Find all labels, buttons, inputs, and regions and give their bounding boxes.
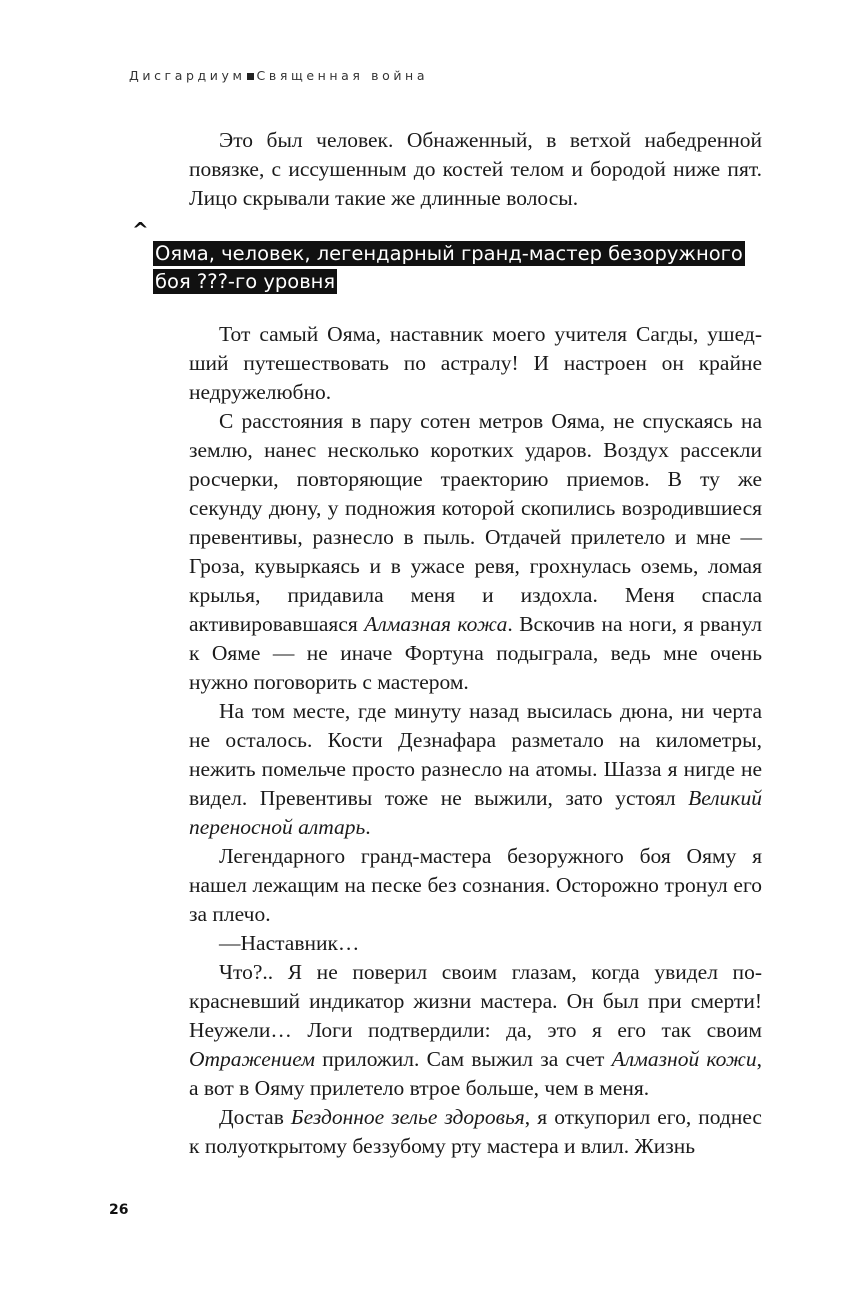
dialogue-line: —Наставник… <box>219 931 360 955</box>
italic-term: Бездонное зелье здоровья <box>290 1105 525 1129</box>
paragraph: С расстояния в пару сотен метров Ояма, не спускаясь на землю, нанес несколько коротких ударов. Воздух рассекли росчерки, повторяющие траекторию приемов. В ту же секунду дюну, у подножия которой скопились возродившиеся превентивы, разнесло в пыль. Отдачей прилетело и мне — Гроза, кувыркаясь и в ужасе ревя, грохнулась оземь, ломая крылья, придавила меня и издохла. Меня спасла активировавшаяся Алмазная кожа. Вскочив на ноги, я рванул к Ояме — не иначе Фортуна подыграла, ведь мне очень нужно поговорить с мастером. <box>189 409 762 694</box>
paragraph: Достав Бездонное зелье здоровья, я откупорил его, поднес к полуоткрытому беззубому рту мастера и влил. Жизнь <box>189 1105 762 1158</box>
italic-term: Алмазной кожи <box>611 1047 757 1071</box>
game-notification <box>153 240 753 296</box>
paragraph: Тот самый Ояма, наставник моего учителя Сагды, ушедший путешествовать по астралу! И настроен он крайне недружелюбно. <box>189 322 762 404</box>
caret-icon: ^ <box>132 218 149 242</box>
notification-text: Ояма, человек, легендарный гранд-мастер безоружного боя ???-го уровня <box>155 242 743 293</box>
paragraph: На том месте, где минуту назад высилась дюна, ни черта не осталось. Кости Дезнафара разметало на километры, нежить помельче просто разнесло на атомы. Шазза я нигде не видел. Превентивы тоже не выжили, зато устоял Великий переносной алтарь. <box>189 699 762 839</box>
header-separator-square <box>247 73 254 80</box>
italic-term: Великий переносной алтарь <box>189 786 762 839</box>
paragraph: Легендарного гранд-мастера безоружного боя Ояму я нашел лежащим на песке без сознания. Осторожно тронул его за плечо. <box>189 844 762 926</box>
italic-term: Отражением <box>189 1047 315 1071</box>
paragraph: Что?.. Я не поверил своим глазам, когда увидел покрасневший индикатор жизни мастера. Он был при смерти! Неужели… Логи подтвердили: да, это я его так своим Отражением приложил. Сам выжил за счет Алмазной кожи, а вот в Ояму прилетело втрое больше, чем в меня. <box>189 960 763 1100</box>
running-header <box>129 68 428 83</box>
italic-term: Алмазная кожа <box>364 612 508 636</box>
header-book-name: Дисгардиум <box>129 68 246 83</box>
text-block-top <box>189 126 762 213</box>
header-book-title: Священная война <box>256 68 429 83</box>
text-block-main <box>189 320 762 1161</box>
paragraph: Это был человек. Обнаженный, в ветхой набедренной повязке, с иссушенным до костей телом и бородой ниже пят. Лицо скрывали такие же длинные волосы. <box>189 128 762 210</box>
page-number: 26 <box>109 1202 129 1218</box>
